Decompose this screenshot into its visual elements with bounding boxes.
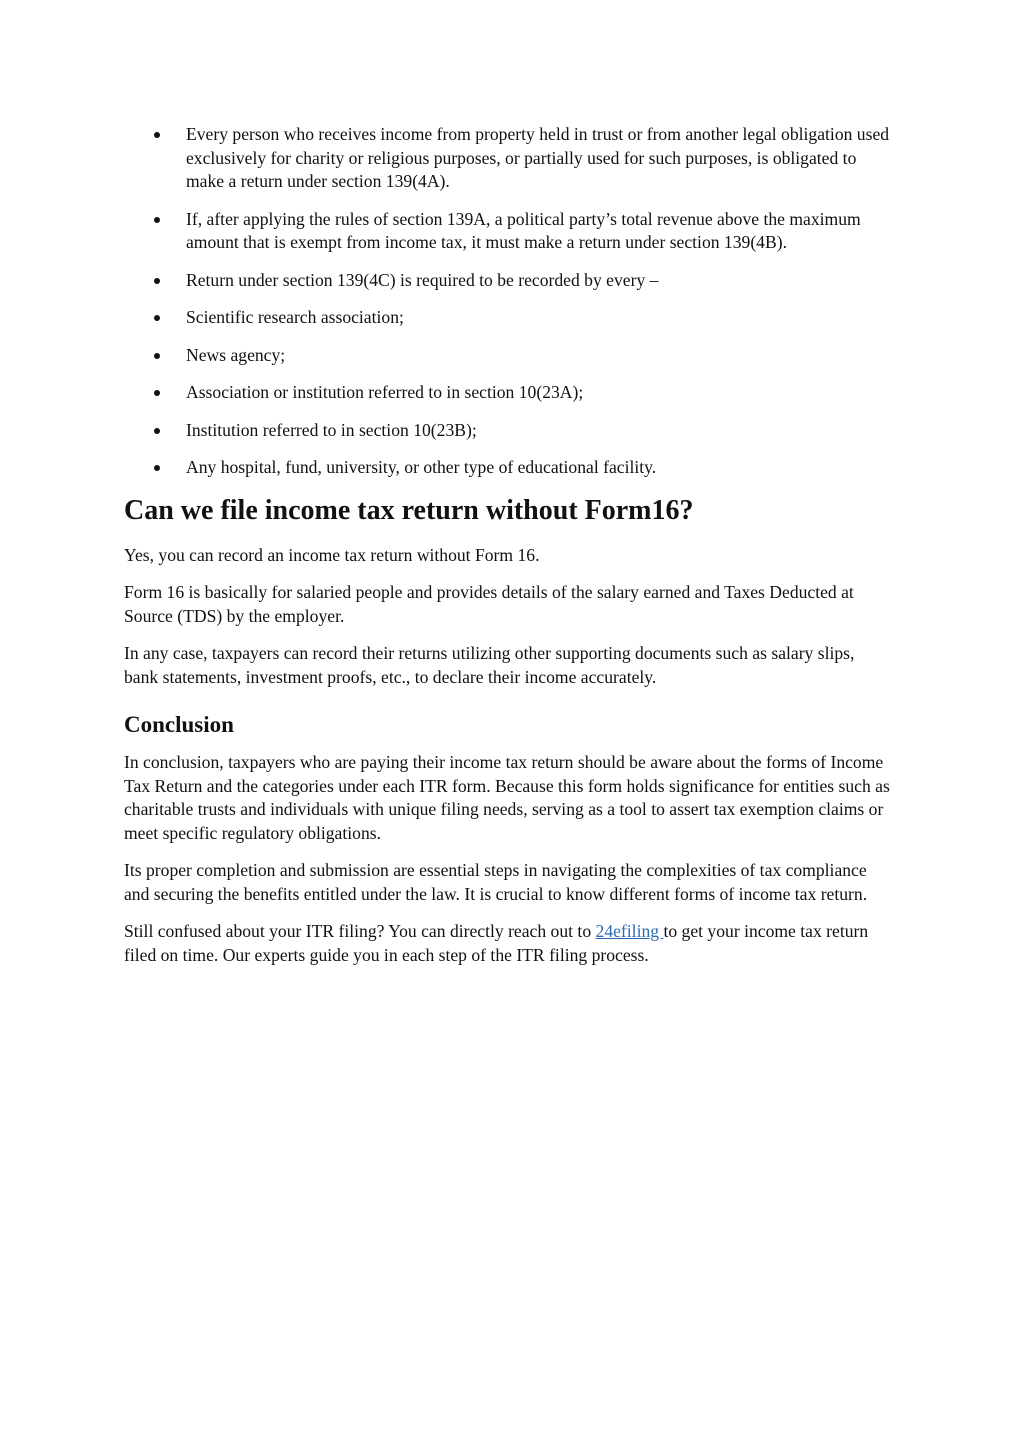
list-item — [124, 306, 891, 330]
bullet-icon — [154, 217, 160, 223]
final-paragraph — [124, 920, 891, 967]
bullet-icon — [154, 315, 160, 321]
paragraph: In conclusion, taxpayers who are paying their income tax return should be aware about the forms of Income Tax Return and the categories under each ITR form. Because this form holds significance for entities such as charitable trusts and individuals with unique filing needs, serving as a tool to assert tax exemption claims or meet specific regulatory obligations. — [124, 752, 890, 843]
bullet-icon — [154, 428, 160, 434]
list-item — [124, 344, 891, 368]
section-heading: Can we file income tax return without Form16? — [124, 494, 694, 526]
bullet-icon — [154, 353, 160, 359]
list-item-text: Association or institution referred to in section 10(23A); — [186, 382, 584, 402]
list-item — [124, 456, 891, 480]
paragraph: Yes, you can record an income tax return without Form 16. — [124, 544, 540, 565]
final-text-after-link: to get your income tax return filed on time. Our experts guide you in each step of the ITR filing process. — [124, 921, 869, 965]
bullet-icon — [154, 390, 160, 396]
list-item-text: Every person who receives income from property held in trust or from another legal obligation used exclusively for charity or religious purposes, or partially used for such purposes, is obligated to make a return under section 139(4A). — [186, 124, 890, 191]
list-item-text: If, after applying the rules of section 139A, a political party’s total revenue above the maximum amount that is exempt from income tax, it must make a return under section 139(4B). — [186, 208, 861, 252]
final-text-before-link: Still confused about your ITR filing? You can directly reach out to — [124, 921, 596, 941]
conclusion-heading: Conclusion — [124, 712, 234, 737]
paragraph: Its proper completion and submission are essential steps in navigating the complexities of tax compliance and securing the benefits entitled under the law. It is crucial to know different forms of income tax return. — [124, 860, 868, 904]
bullet-icon — [154, 278, 160, 284]
list-item — [124, 381, 891, 405]
bullet-icon — [154, 465, 160, 471]
list-item-text: Scientific research association; — [186, 307, 404, 327]
list-item — [124, 123, 891, 194]
list-item — [124, 269, 891, 293]
list-item — [124, 208, 891, 255]
bullet-icon — [154, 132, 160, 138]
list-item-text: Return under section 139(4C) is required to be recorded by every – — [186, 269, 659, 290]
list-item — [124, 419, 891, 443]
paragraph: In any case, taxpayers can record their returns utilizing other supporting documents such as salary slips, bank statements, investment proofs, etc., to declare their income accurately. — [124, 643, 855, 687]
24efiling-link[interactable]: 24efiling — [595, 921, 664, 941]
bullet-list — [124, 123, 891, 480]
list-item-text: News agency; — [186, 344, 286, 365]
list-item-text: Any hospital, fund, university, or other type of educational facility. — [186, 457, 657, 477]
list-item-text: Institution referred to in section 10(23B); — [186, 419, 477, 440]
paragraph: Form 16 is basically for salaried people and provides details of the salary earned and Taxes Deducted at Source (TDS) by the employer. — [124, 582, 854, 626]
